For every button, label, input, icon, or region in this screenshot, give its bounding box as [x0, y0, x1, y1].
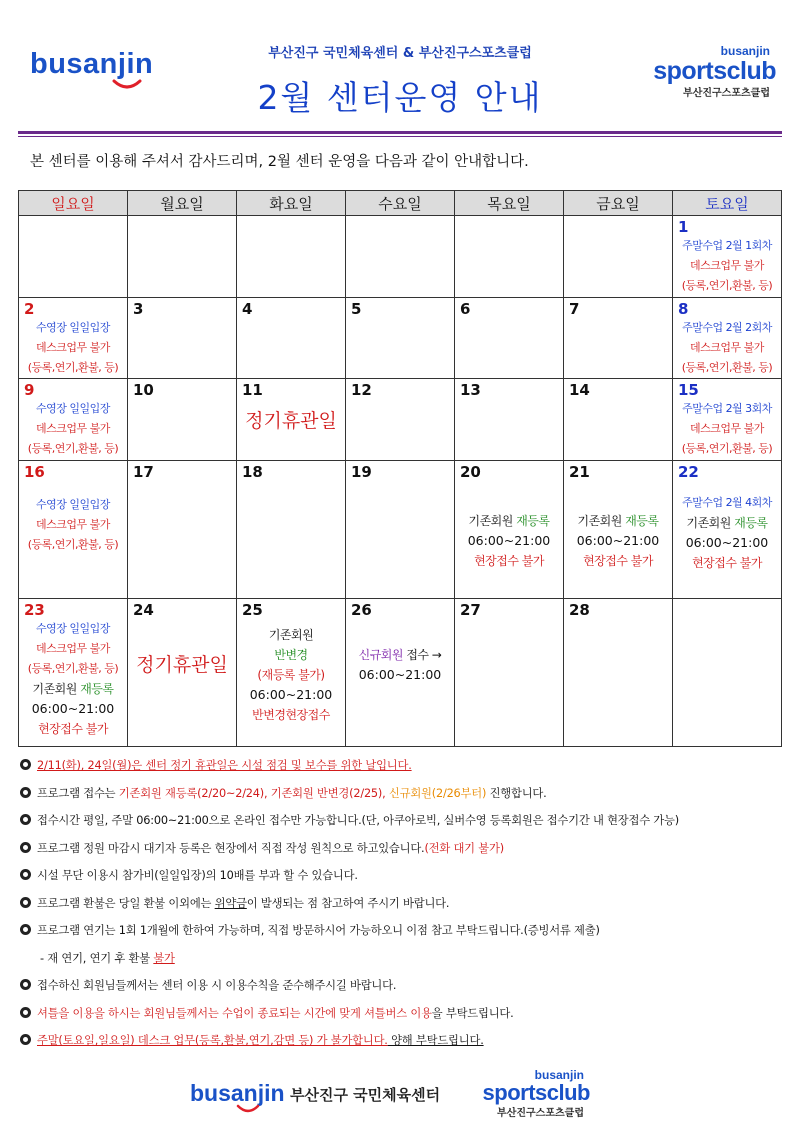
header-wednesday: 수요일 [346, 191, 455, 216]
bullet-icon [20, 924, 31, 935]
existing-member-label: 기존회원 [32, 682, 77, 696]
regular-closed-note: 정기휴관일 [245, 410, 337, 432]
calendar-cell-3 [128, 298, 237, 379]
day-number: 24 [133, 601, 154, 619]
notice-text-highlight: 불가 [153, 951, 175, 965]
notice-item [20, 1000, 780, 1028]
calendar-week-5 [19, 599, 782, 747]
day-number: 2 [24, 300, 35, 318]
header-subtitle: 부산진구 국민체육센터 & 부산진구스포츠클럽 [268, 46, 532, 61]
day-number: 13 [460, 381, 481, 399]
desk-closed-note: 데스크업무 불가 [690, 422, 764, 435]
weekend-class-note: 주말수업 2월 1회차 [682, 239, 772, 252]
calendar-table [18, 190, 782, 747]
notice-text: 접수하신 회원님들께서는 센터 이용 시 이용수칙을 준수해주시길 바랍니다. [37, 979, 397, 992]
existing-member-note: 기존회원 [268, 628, 314, 642]
calendar-cell-16 [19, 461, 128, 599]
notice-item [20, 1027, 780, 1055]
notice-text: 양해 부탁드립니다. [387, 1034, 484, 1047]
desk-detail-note: (등록,연기,환불, 등) [681, 279, 773, 292]
notice-text: 프로그램 환불은 당일 환불 이외에는 [37, 896, 215, 910]
calendar-cell-11 [237, 379, 346, 461]
day-number: 10 [133, 381, 154, 399]
calendar-cell-2 [19, 298, 128, 379]
reregister-note [19, 679, 127, 699]
calendar-cell-7 [564, 298, 673, 379]
calendar-cell-8 [673, 298, 782, 379]
desk-closed-note: 데스크업무 불가 [36, 341, 110, 354]
day-number: 3 [133, 300, 144, 318]
hours-note: 06:00~21:00 [358, 667, 442, 682]
reregister-label: 재등록 [516, 514, 550, 528]
existing-member-label: 기존회원 [577, 514, 622, 528]
calendar-cell-28 [564, 599, 673, 747]
desk-detail-note: (등록,연기,환불, 등) [27, 361, 119, 374]
calendar-cell-1 [673, 216, 782, 298]
day-number: 28 [569, 601, 590, 619]
intro-text: 본 센터를 이용해 주셔서 감사드리며, 2월 센터 운영을 다음과 같이 안내합니다. [30, 154, 529, 170]
footer-center-name: 부산진구 국민체육센터 [290, 1086, 441, 1104]
day-number: 6 [460, 300, 471, 318]
day-number: 23 [24, 601, 45, 619]
notice-item [20, 972, 780, 1000]
footer-sportsclub-sub: 부산진구스포츠클럽 [497, 1108, 584, 1119]
calendar-cell-21 [564, 461, 673, 599]
calendar-cell-25 [237, 599, 346, 747]
calendar-cell-empty [564, 216, 673, 298]
notice-list [20, 752, 780, 1055]
calendar-cell-13 [455, 379, 564, 461]
calendar-week-3 [19, 379, 782, 461]
day-number: 19 [351, 463, 372, 481]
onsite-unavailable-note: 현장접수 불가 [38, 722, 108, 736]
reregister-note [564, 511, 672, 531]
hours-note: 06:00~21:00 [576, 533, 660, 548]
weekend-class-note: 주말수업 2월 3회차 [682, 402, 772, 415]
day-number: 8 [678, 300, 689, 318]
day-number: 1 [678, 218, 689, 236]
notice-item [20, 780, 780, 808]
accept-arrow-label: 접수 → [406, 648, 442, 662]
day-number: 22 [678, 463, 699, 481]
bullet-icon [20, 814, 31, 825]
bullet-icon [20, 979, 31, 990]
onsite-unavailable-note: 현장접수 불가 [692, 556, 762, 570]
desk-closed-note: 데스크업무 불가 [36, 422, 110, 435]
desk-closed-note: 데스크업무 불가 [690, 341, 764, 354]
calendar-cell-14 [564, 379, 673, 461]
calendar-cell-17 [128, 461, 237, 599]
header-sunday: 일요일 [19, 191, 128, 216]
day-number: 15 [678, 381, 699, 399]
pool-daily-note: 수영장 일일입장 [36, 498, 110, 511]
notice-text: 진행합니다. [486, 786, 547, 800]
notice-item [20, 835, 780, 863]
desk-detail-note: (등록,연기,환불, 등) [681, 361, 773, 374]
calendar-cell-empty [455, 216, 564, 298]
notice-item [20, 807, 780, 835]
pool-daily-note: 수영장 일일입장 [36, 321, 110, 334]
smile-icon [236, 1104, 260, 1114]
change-onsite-note: 반변경현장접수 [252, 708, 330, 722]
desk-closed-note: 데스크업무 불가 [36, 518, 110, 531]
header-tuesday: 화요일 [237, 191, 346, 216]
notice-text: 2/11(화), 24일(월)은 센터 정기 휴관일은 시설 점검 및 보수를 위한 날입니다. [37, 759, 412, 772]
notice-text: 프로그램 접수는 [37, 786, 119, 800]
bullet-icon [20, 787, 31, 798]
calendar-week-2 [19, 298, 782, 379]
change-note: 반변경 [274, 648, 308, 662]
regular-closed-note: 정기휴관일 [136, 654, 228, 676]
day-number: 9 [24, 381, 35, 399]
day-number: 7 [569, 300, 580, 318]
day-number: 25 [242, 601, 263, 619]
bullet-icon [20, 1007, 31, 1018]
calendar-cell-23 [19, 599, 128, 747]
calendar-cell-15 [673, 379, 782, 461]
bullet-icon [20, 869, 31, 880]
calendar-cell-27 [455, 599, 564, 747]
calendar-cell-4 [237, 298, 346, 379]
calendar-cell-empty [128, 216, 237, 298]
notice-text: 프로그램 정원 마감시 대기자 등록은 현장에서 직접 작성 원칙으로 하고있습니다. [37, 841, 425, 855]
footer-sportsclub-main: sportsclub [482, 1080, 590, 1105]
notice-text: 프로그램 연기는 1회 1개월에 한하여 가능하며, 직접 방문하시어 가능하오니 이점 참고 부탁드립니다.(증빙서류 제출) [37, 924, 600, 937]
calendar-cell-26 [346, 599, 455, 747]
notice-text: - 재 연기, 연기 후 환불 [40, 951, 154, 965]
calendar-cell-20 [455, 461, 564, 599]
desk-detail-note: (등록,연기,환불, 등) [27, 538, 119, 551]
calendar-header-row [19, 191, 782, 216]
footer-sportsclub-logo [460, 1068, 590, 1119]
pool-daily-note: 수영장 일일입장 [36, 402, 110, 415]
header-saturday: 토요일 [673, 191, 782, 216]
bullet-icon [20, 897, 31, 908]
day-number: 20 [460, 463, 481, 481]
calendar-cell-empty [19, 216, 128, 298]
existing-member-label: 기존회원 [468, 514, 513, 528]
day-number: 27 [460, 601, 481, 619]
notice-text-highlight: 기존회원 재등록(2/20~2/24), 기존회원 반변경(2/25), [118, 786, 389, 800]
notice-item [20, 862, 780, 890]
calendar-week-1 [19, 216, 782, 298]
notice-text: 시설 무단 이용시 참가비(일일입장)의 10배를 부과 할 수 있습니다. [37, 869, 358, 882]
existing-member-label: 기존회원 [686, 516, 731, 530]
new-member-label: 신규회원 [358, 648, 403, 662]
calendar-cell-9 [19, 379, 128, 461]
day-number: 12 [351, 381, 372, 399]
reregister-note [455, 511, 563, 531]
bullet-icon [20, 759, 31, 770]
header-monday: 월요일 [128, 191, 237, 216]
sportsclub-logo-main: sportsclub [653, 57, 776, 85]
desk-detail-note: (등록,연기,환불, 등) [27, 662, 119, 675]
notice-subitem [20, 945, 780, 973]
calendar-cell-22 [673, 461, 782, 599]
desk-detail-note: (등록,연기,환불, 등) [681, 442, 773, 455]
pool-daily-note: 수영장 일일입장 [36, 622, 110, 635]
no-reregister-note: (재등록 불가) [257, 668, 325, 682]
calendar-cell-12 [346, 379, 455, 461]
notice-text-highlight: 셔틀을 이용을 하시는 회원님들께서는 수업이 종료되는 시간에 맞게 셔틀버스 이용 [37, 1006, 432, 1020]
hours-note: 06:00~21:00 [467, 533, 551, 548]
footer [0, 1068, 800, 1128]
desk-closed-note: 데스크업무 불가 [36, 642, 110, 655]
reregister-note [673, 513, 781, 533]
weekend-class-note: 주말수업 2월 4회차 [682, 496, 772, 509]
calendar-cell-empty [237, 216, 346, 298]
day-number: 21 [569, 463, 590, 481]
busanjin-logo-text: busanjin [30, 48, 154, 80]
reregister-label: 재등록 [625, 514, 659, 528]
header-friday: 금요일 [564, 191, 673, 216]
new-member-note [346, 645, 454, 665]
notice-text-underline: 위약금 [214, 896, 247, 910]
onsite-unavailable-note: 현장접수 불가 [474, 554, 544, 568]
day-number: 11 [242, 381, 263, 399]
calendar-cell-19 [346, 461, 455, 599]
bullet-icon [20, 1034, 31, 1045]
notice-text-highlight: 신규회원(2/26부터) [388, 786, 487, 800]
desk-closed-note: 데스크업무 불가 [690, 259, 764, 272]
hours-note: 06:00~21:00 [249, 687, 333, 702]
sportsclub-logo-sub: 부산진구스포츠클럽 [683, 88, 770, 99]
day-number: 26 [351, 601, 372, 619]
calendar-cell-24 [128, 599, 237, 747]
footer-busanjin-logo: busanjin [190, 1080, 285, 1106]
page-title: 2월 센터운영 안내 [257, 78, 543, 117]
notice-text-highlight: (전화 대기 불가) [424, 841, 504, 855]
day-number: 16 [24, 463, 45, 481]
sportsclub-logo-top: busanjin [720, 44, 770, 58]
sportsclub-logo [626, 44, 776, 110]
calendar-cell-10 [128, 379, 237, 461]
calendar-cell-empty [673, 599, 782, 747]
day-number: 4 [242, 300, 253, 318]
calendar-cell-18 [237, 461, 346, 599]
notice-item [20, 752, 780, 780]
notice-item [20, 890, 780, 918]
reregister-label: 재등록 [80, 682, 114, 696]
day-number: 18 [242, 463, 263, 481]
notice-text-highlight: 주말(토요일,일요일) 데스크 업무(등록,환불,연기,감면 등) 가 불가합니다. [37, 1034, 388, 1047]
reregister-label: 재등록 [734, 516, 768, 530]
footer-sportsclub-top: busanjin [534, 1068, 584, 1082]
hours-note: 06:00~21:00 [685, 535, 769, 550]
calendar-week-4 [19, 461, 782, 599]
day-number: 5 [351, 300, 362, 318]
day-number: 17 [133, 463, 154, 481]
desk-detail-note: (등록,연기,환불, 등) [27, 442, 119, 455]
header-divider-thin [18, 136, 782, 137]
notice-text: 을 부탁드립니다. [431, 1006, 514, 1020]
notice-text: 이 발생되는 점 참고하여 주시기 바랍니다. [246, 896, 450, 910]
hours-note: 06:00~21:00 [31, 701, 115, 716]
calendar-cell-6 [455, 298, 564, 379]
notice-item [20, 917, 780, 945]
calendar-cell-empty [346, 216, 455, 298]
onsite-unavailable-note: 현장접수 불가 [583, 554, 653, 568]
bullet-icon [20, 842, 31, 853]
day-number: 14 [569, 381, 590, 399]
weekend-class-note: 주말수업 2월 2회차 [682, 321, 772, 334]
header-thursday: 목요일 [455, 191, 564, 216]
notice-text: 접수시간 평일, 주말 06:00~21:00으로 온라인 접수만 가능합니다.(단, 아쿠아로빅, 실버수영 등록회원은 접수기간 내 현장접수 가능) [37, 814, 679, 827]
calendar-cell-5 [346, 298, 455, 379]
header-divider [18, 131, 782, 134]
